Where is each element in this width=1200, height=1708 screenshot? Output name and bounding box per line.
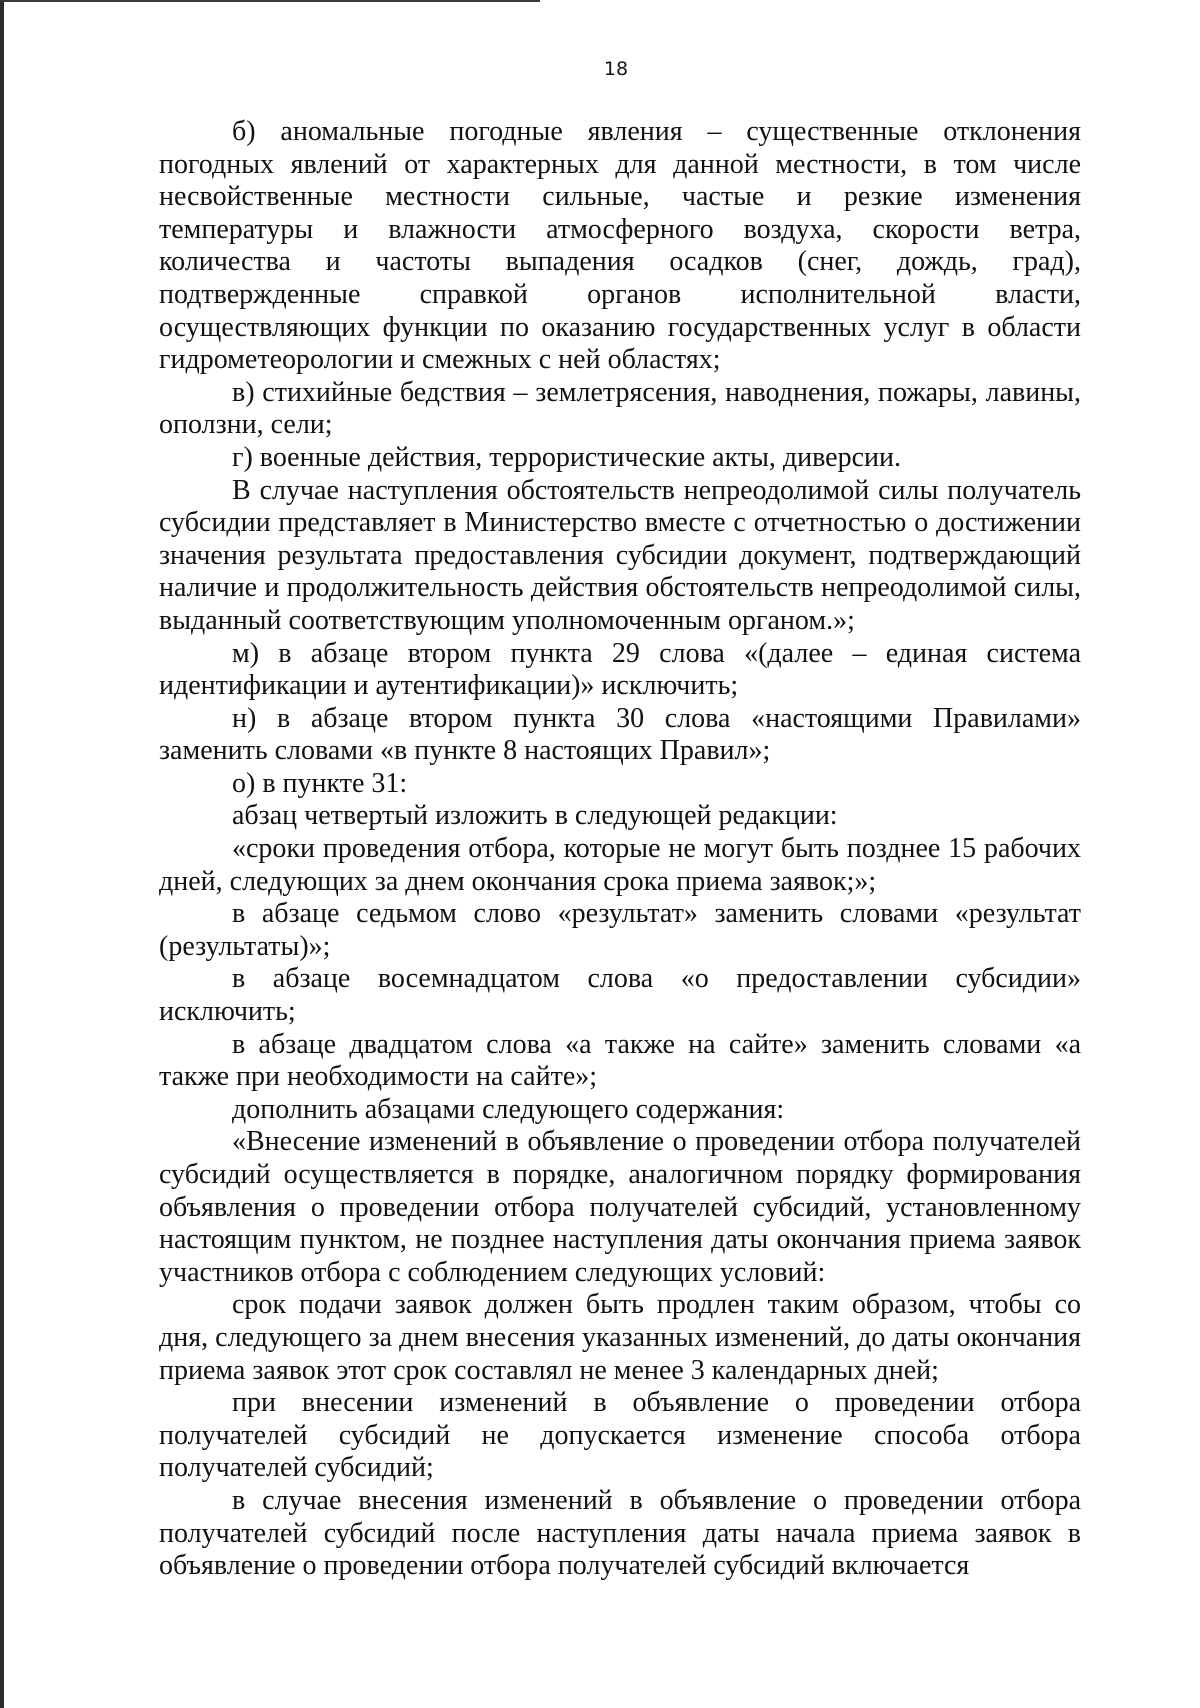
paragraph-announcement-changes: «Внесение изменений в объявление о проведении отбора получателей субсидий осуществляется в порядке, аналогичном порядку формирования объявления о проведении отбора получателей субсидий, установленному настоящим пунктом, не позднее наступления даты окончания приема заявок участников отбора с соблюдением следующих условий: (159, 1126, 1081, 1288)
paragraph-item-n: н) в абзаце втором пункта 30 слова «настоящими Правилами» заменить словами «в пункте 8 настоящих Правил»; (159, 702, 1081, 767)
paragraph-weather-phenomena: б) аномальные погодные явления – существенные отклонения погодных явлений от характерных для данной местности, в том числе несвойственные местности сильные, частые и резкие изменения температуры и влажности атмосферного воздуха, скорости ветра, количества и частоты выпадения осадков (снег, дождь, град), подтвержденные справкой органов исполнительной власти, осуществляющих функции по оказанию государственных услуг в области гидрометеорологии и смежных с ней областях; (159, 116, 1081, 376)
paragraph-eighteenth-clause: в абзаце восемнадцатом слова «о предоставлении субсидии» исключить; (159, 963, 1081, 1028)
document-body (159, 116, 1081, 1583)
paragraph-military-actions: г) военные действия, террористические акты, диверсии. (232, 441, 901, 473)
paragraph-deadline-extension: срок подачи заявок должен быть продлен таким образом, чтобы со дня, следующего за днем внесения указанных изменений, до даты окончания приема заявок этот срок составлял не менее 3 календарных дней; (159, 1289, 1081, 1386)
paragraph-natural-disasters: в) стихийные бедствия – землетрясения, наводнения, пожары, лавины, оползни, сели; (159, 376, 1081, 441)
paragraph-twentieth-clause: в абзаце двадцатом слова «а также на сайте» заменить словами «а также при необходимости на сайте»; (159, 1028, 1081, 1093)
scan-border-left (0, 0, 4, 1708)
paragraph-item-m: м) в абзаце втором пункта 29 слова «(далее – единая система идентификации и аутентификации)» исключить; (159, 637, 1081, 702)
scan-border-top (0, 0, 540, 2)
page-number: 18 (603, 58, 629, 80)
paragraph-selection-deadlines: «сроки проведения отбора, которые не могут быть позднее 15 рабочих дней, следующих за днем окончания срока приема заявок;»; (159, 833, 1081, 897)
paragraph-supplement-intro: дополнить абзацами следующего содержания: (232, 1093, 785, 1125)
paragraph-method-change: при внесении изменений в объявление о проведении отбора получателей субсидий не допускается изменение способа отбора получателей субсидий; (159, 1387, 1081, 1484)
paragraph-after-start-date: в случае внесения изменений в объявление о проведении отбора получателей субсидий после наступления даты начала приема заявок в объявление о проведении отбора получателей субсидий включается (159, 1484, 1081, 1582)
paragraph-seventh-clause: в абзаце седьмом слово «результат» заменить словами «результат (результаты)»; (159, 898, 1081, 962)
paragraph-item-o: о) в пункте 31: (232, 767, 408, 799)
paragraph-force-majeure: В случае наступления обстоятельств непреодолимой силы получатель субсидии представляет в Министерство вместе с отчетностью о достижении значения результата предоставления субсидии документ, подтверждающий наличие и продолжительность действия обстоятельств непреодолимой силы, выданный соответствующим уполномоченным органом.»; (159, 474, 1081, 636)
paragraph-fourth-clause: абзац четвертый изложить в следующей редакции: (232, 800, 838, 832)
